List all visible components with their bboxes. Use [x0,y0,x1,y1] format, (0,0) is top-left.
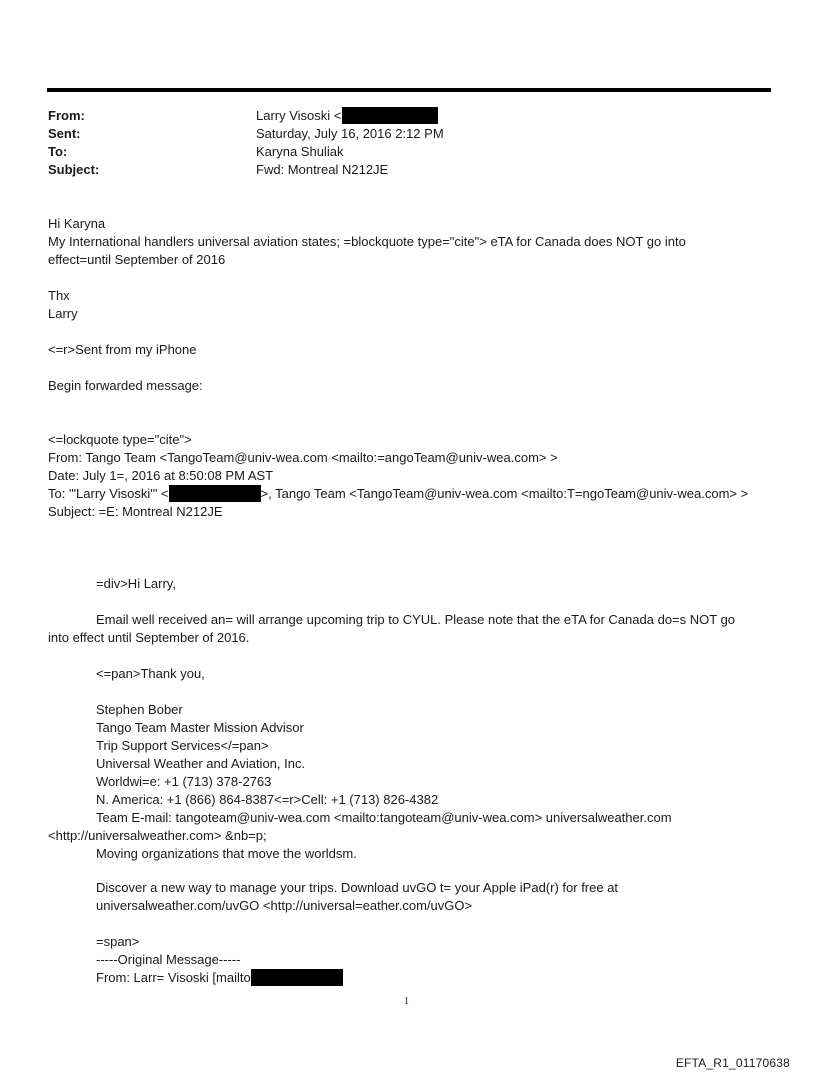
body-line: universalweather.com/uvGO <http://universal=eather.com/uvGO> [96,898,473,913]
greeting: Hi Karyna [48,216,106,231]
from-name: Larry Visoski < [256,108,342,123]
body-line: <=lockquote type="cite"> [48,432,192,447]
original-from [96,969,343,987]
body-line: effect=until September of 2016 [48,252,226,267]
body-line: =div>Hi Larry, [96,576,176,591]
forwarded-from: From: Tango Team <TangoTeam@univ-wea.com <mailto:=angoTeam@univ-wea.com> > [48,450,558,465]
forwarded-to-end: >, Tango Team <TangoTeam@univ-wea.com <mailto:T=ngoTeam@univ-wea.com> > [260,486,749,501]
signature-line: <http://universalweather.com> &nb=p; [48,828,267,843]
to-label: To: [48,144,68,159]
signature-line: Tango Team Master Mission Advisor [96,720,304,735]
signature-line: Universal Weather and Aviation, Inc. [96,756,306,771]
signature-line: N. America: +1 (866) 864-8387<=r>Cell: +1 (713) 826-4382 [96,792,439,807]
forwarded-date: Date: July 1=, 2016 at 8:50:08 PM AST [48,468,274,483]
signature-line: Team E-mail: tangoteam@univ-wea.com <mailto:tangoteam@univ-wea.com> universalweather.com [96,810,672,825]
from-value [256,107,438,125]
signature-line: Trip Support Services</=pan> [96,738,269,753]
body-line: <=pan>Thank you, [96,666,205,681]
body-line: Discover a new way to manage your trips. Download uvGO t= your Apple iPad(r) for free at [96,880,619,895]
signature-line: Moving organizations that move the worldsm. [96,846,357,861]
redaction-box [169,485,261,502]
body-line: Email well received an= will arrange upcoming trip to CYUL. Please note that the eTA for Canada do=s NOT go [96,612,736,627]
forwarded-to [48,485,748,503]
body-line: <=r>Sent from my iPhone [48,342,197,357]
header-divider [47,88,771,92]
signature-line: Stephen Bober [96,702,183,717]
redaction-box [342,107,438,124]
body-line: into effect until September of 2016. [48,630,250,645]
subject-value: Fwd: Montreal N212JE [256,162,389,177]
forwarded-subject: Subject: =E: Montreal N212JE [48,504,223,519]
from-label: From: [48,108,85,123]
subject-label: Subject: [48,162,100,177]
original-message-divider: -----Original Message----- [96,952,241,967]
sent-value: Saturday, July 16, 2016 2:12 PM [256,126,444,141]
signature-line: Worldwi=e: +1 (713) 378-2763 [96,774,272,789]
body-line: My International handlers universal aviation states; =blockquote type="cite"> eTA for Canada does NOT go into [48,234,686,249]
document-id: EFTA_R1_01170638 [675,1056,790,1070]
to-value: Karyna Shuliak [256,144,344,159]
redaction-box [251,969,343,986]
sent-label: Sent: [48,126,81,141]
original-from-text: From: Larr= Visoski [mailto [96,970,251,985]
forwarded-to-start: To: "'Larry Visoski'" < [48,486,169,501]
body-line: Begin forwarded message: [48,378,203,393]
body-line: =span> [96,934,140,949]
page-number: 1 [404,996,409,1007]
body-line: Larry [48,306,78,321]
body-line: Thx [48,288,70,303]
